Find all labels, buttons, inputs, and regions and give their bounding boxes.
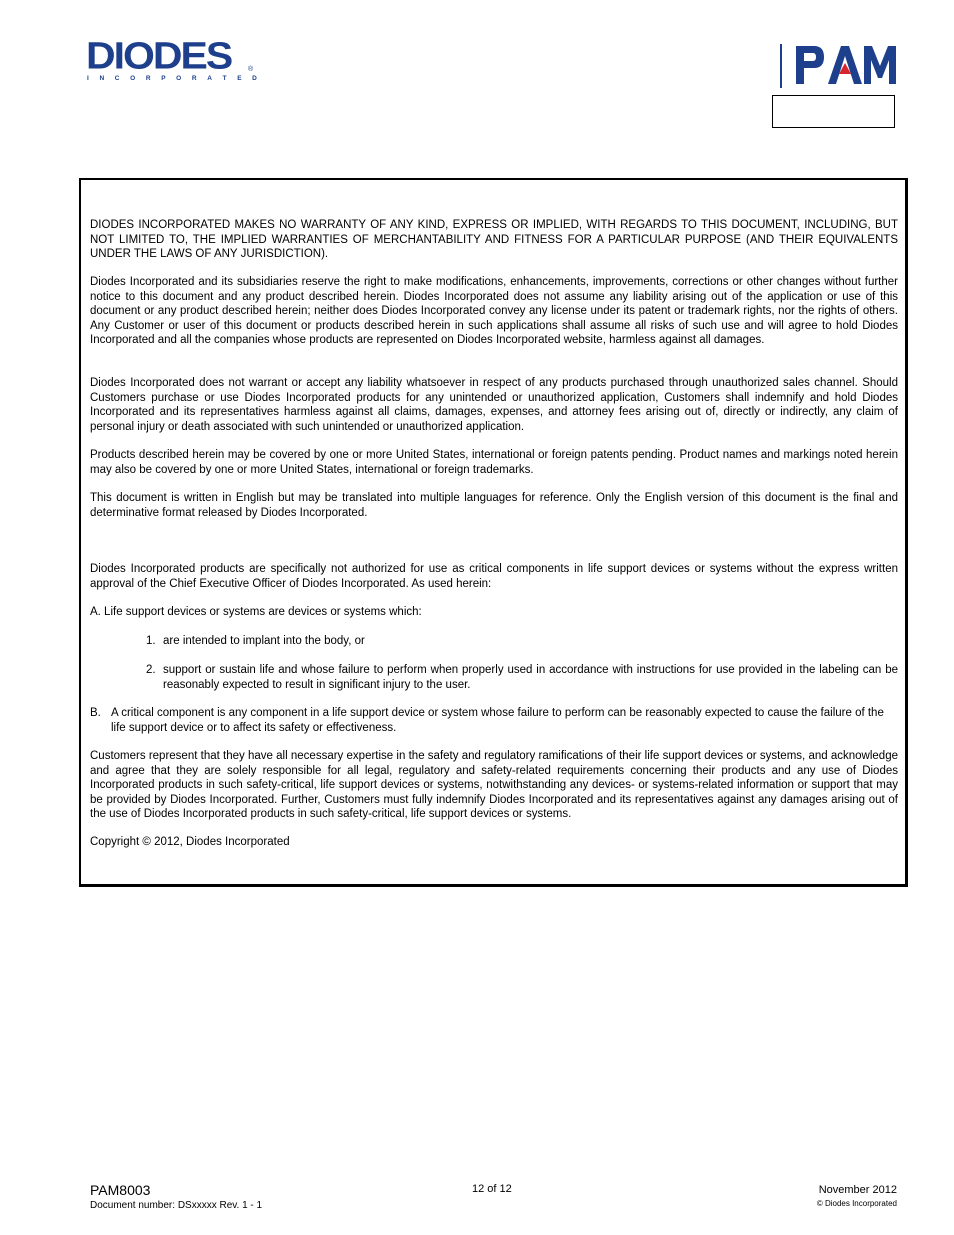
disclaimer-language-paragraph: This document is written in English but may be translated into multiple languages for reference. Only the English version of this document is the final and determinative format released by Diodes Incorporated. — [90, 492, 898, 519]
disclaimer-unauthorized-paragraph: Diodes Incorporated does not warrant or accept any liability whatsoever in respect of any products purchased through unauthorized sales channel. Should Customers purchase or use Diodes Incorporated products for any unintended or unauthorized application, Customers shall indemnify and hold Diodes Incorporated and its representatives harmless against all claims, damages, expenses, and attorney fees arising out of, directly or indirectly, any claim of personal injury or death associated with such unintended or unauthorized application. — [90, 377, 898, 433]
sub-item-2-text: support or sustain life and whose failure to perform when properly used in accordance with instructions for use provided in the labeling can be reasonably expected to result in significant injury to the user. — [163, 664, 898, 691]
disclaimer-changes-paragraph: Diodes Incorporated and its subsidiaries reserve the right to make modifications, enhancements, improvements, corrections or other changes without further notice to this document and any product described herein. Diodes Incorporated does not assume any liability arising out of the application or use of this document or any product described herein; neither does Diodes Incorporated convey any license under its patent or trademark rights, nor the rights of others. Any Customer or user of this document or products described herein in such applications shall assume all risks of such use and will agree to hold Diodes Incorporated and all the companies whose products are represented on Diodes Incorporated website, harmless against all damages. — [90, 276, 898, 346]
footer-product-name: PAM8003 — [90, 1182, 151, 1198]
life-support-sub-item-2 — [146, 663, 898, 692]
header-empty-box — [772, 95, 895, 128]
diodes-logo — [86, 34, 258, 84]
customers-responsibility-paragraph: Customers represent that they have all necessary expertise in the safety and regulatory ramifications of their life support devices or systems, and acknowledge and agree that they are solely responsible for all legal, regulatory and safety-related requirements concerning their products and any use of Diodes Incorporated products in such safety-critical, life support devices or systems, notwithstanding any devices- or systems-related information or support that may be provided by Diodes Incorporated. Further, Customers must fully indemnify Diodes Incorporated and its representatives against any damages arising out of the use of Diodes Incorporated products in such safety-critical, life support devices or systems. — [90, 750, 898, 820]
disclaimer-warranty-paragraph: DIODES INCORPORATED MAKES NO WARRANTY OF ANY KIND, EXPRESS OR IMPLIED, WITH REGARDS TO THIS DOCUMENT, INCLUDING, BUT NOT LIMITED TO, THE IMPLIED WARRANTIES OF MERCHANTABILITY AND FITNESS FOR A PARTICULAR PURPOSE (AND THEIR EQUIVALENTS UNDER THE LAWS OF ANY JURISDICTION). — [90, 219, 898, 260]
diodes-logo-registered: ® — [248, 66, 254, 73]
pam-logo — [780, 42, 900, 88]
diodes-logo-subtext: I N C O R P O R A T E D — [87, 75, 257, 82]
disclaimer-patents-paragraph: Products described herein may be covered by one or more United States, international or foreign patents pending. Product names and markings noted herein may also be covered by one or more United States, international or foreign trademarks. — [90, 449, 898, 476]
life-support-sub-item-1 — [146, 634, 898, 649]
life-support-item-a: A. Life support devices or systems are devices or systems which: — [90, 606, 422, 618]
item-b-text: A critical component is any component in a life support device or system whose failure to perform can be reasonably expected to cause the failure of the life support device or to affect its safety or effectiveness. — [111, 707, 884, 734]
life-support-item-b — [90, 706, 898, 735]
footer-copyright: © Diodes Incorporated — [816, 1199, 897, 1208]
copyright-line: Copyright © 2012, Diodes Incorporated — [90, 836, 290, 848]
life-support-intro-paragraph: Diodes Incorporated products are specifically not authorized for use as critical components in life support devices or systems without the express written approval of the Chief Executive Officer of Diodes Incorporated. As used herein: — [90, 563, 898, 590]
sub-item-2-number: 2. — [146, 664, 156, 676]
diodes-logo-word: DIODES — [86, 34, 232, 77]
footer-date: November 2012 — [818, 1184, 897, 1196]
sub-item-1-text: are intended to implant into the body, or — [163, 635, 365, 647]
item-b-label: B. — [90, 707, 101, 719]
footer-document-number: Document number: DSxxxxx Rev. 1 - 1 — [90, 1200, 263, 1211]
footer-page-number: 12 of 12 — [472, 1183, 512, 1195]
pam-logo-bar — [780, 44, 782, 88]
sub-item-1-number: 1. — [146, 635, 156, 647]
